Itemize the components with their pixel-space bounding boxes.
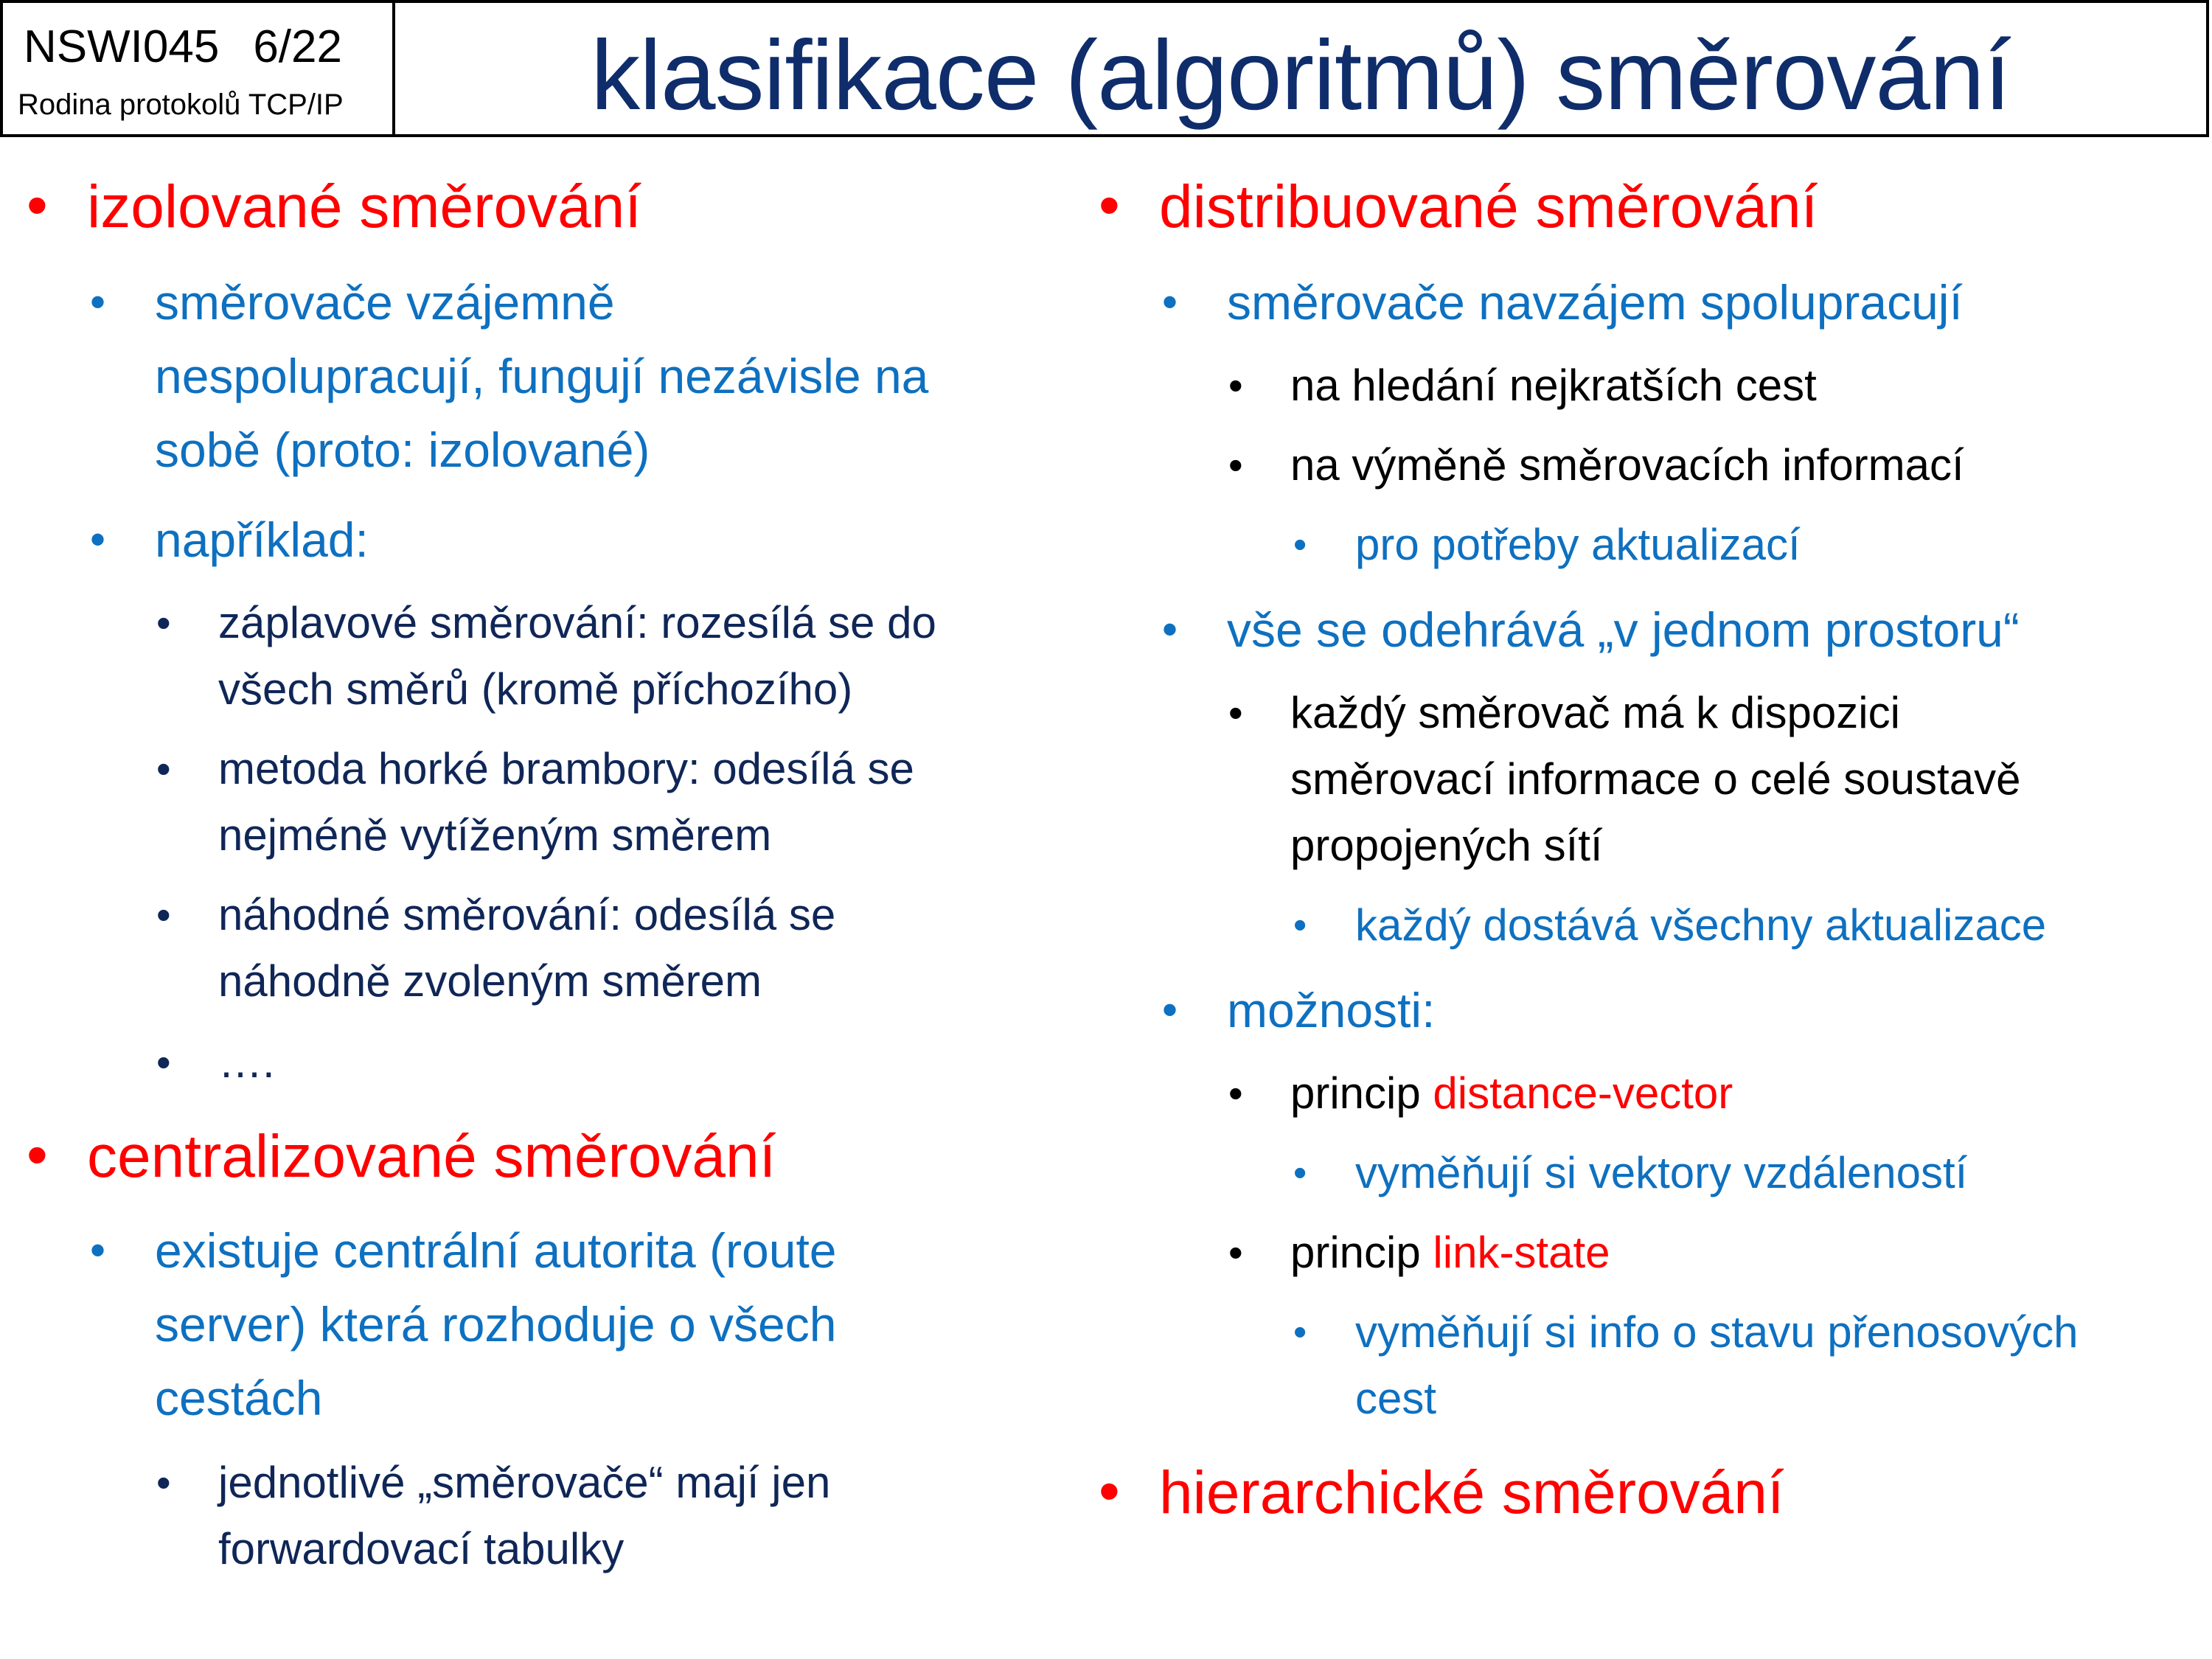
bullet-icon: • [1228, 442, 1243, 488]
course-name: Rodina protokolů TCP/IP [18, 88, 344, 121]
centralized-routing-heading: • centralizované směrování [27, 1121, 776, 1190]
option-link-state: • princip link-state [1290, 1220, 1610, 1286]
centralized-description: • existuje centrální autorita (route server) která rozhoduje o všech cestách [155, 1214, 836, 1435]
isolated-routing-heading: • izolované směrování [27, 172, 642, 240]
bullet-icon: • [1162, 277, 1178, 327]
bullet-icon: • [90, 1225, 106, 1275]
cooperation-shortest-paths: • na hledání nejkratších cest [1290, 352, 1817, 419]
bullet-icon: • [1293, 524, 1307, 566]
bullet-icon: • [1228, 689, 1243, 736]
distributed-options: • možnosti: [1227, 973, 1435, 1047]
bullet-icon: • [1228, 362, 1243, 408]
bullet-icon: • [1099, 1458, 1120, 1525]
bullet-icon: • [90, 515, 106, 564]
bullet-icon: • [156, 1459, 171, 1506]
bullet-icon: • [156, 599, 171, 646]
bullet-icon: • [1162, 985, 1178, 1034]
hierarchical-routing-heading: • hierarchické směrování [1099, 1458, 1784, 1526]
cooperation-info-exchange: • na výměně směrovacích informací [1290, 432, 1964, 498]
single-space-info: • každý směrovač má k dispozici směrovací informace o celé soustavě propojených sítí [1290, 680, 2020, 879]
course-line [24, 21, 342, 73]
bullet-icon: • [156, 891, 171, 938]
distributed-cooperation: • směrovače navzájem spolupracují [1227, 265, 1963, 339]
slide-header [0, 0, 2209, 137]
bullet-icon: • [1228, 1070, 1243, 1116]
bullet-icon: • [27, 1121, 48, 1189]
distance-vector-term: distance-vector [1433, 1068, 1733, 1118]
example-flooding: • záplavové směrování: rozesílá se do všech směrů (kromě příchozího) [218, 590, 936, 723]
centralized-forwarding: • jednotlivé „směrovače“ mají jen forwardovací tabulky [218, 1450, 830, 1582]
bullet-icon: • [1228, 1229, 1243, 1276]
isolated-description: • směrovače vzájemně nespolupracují, fungují nezávisle na sobě (proto: izolované) [155, 265, 928, 487]
isolated-example-label: • například: [155, 503, 369, 577]
bullet-icon: • [27, 172, 48, 239]
distributed-single-space: • vše se odehrává „v jednom prostoru“ [1227, 593, 2020, 667]
example-more: • …. [218, 1029, 275, 1096]
distributed-routing-heading: • distribuované směrování [1099, 172, 1818, 240]
link-state-description: • vyměňují si info o stavu přenosových cest [1355, 1299, 2078, 1432]
bullet-icon: • [90, 277, 106, 327]
bullet-icon: • [1293, 904, 1307, 947]
bullet-icon: • [1162, 605, 1178, 654]
bullet-icon: • [1293, 1152, 1307, 1194]
course-code: NSWI045 [24, 21, 220, 72]
bullet-icon: • [156, 745, 171, 792]
page-number: 6/22 [253, 21, 342, 72]
bullet-icon: • [1293, 1311, 1307, 1354]
slide-title: klasifikace (algoritmů) směrování [591, 21, 2011, 131]
single-space-updates: • každý dostává všechny aktualizace [1355, 892, 2046, 959]
distance-vector-description: • vyměňují si vektory vzdáleností [1355, 1140, 1967, 1206]
bullet-icon: • [156, 1039, 171, 1085]
bullet-icon: • [1099, 172, 1120, 239]
option-distance-vector: • princip distance-vector [1290, 1060, 1733, 1127]
info-exchange-updates: • pro potřeby aktualizací [1355, 512, 1801, 578]
example-hot-potato: • metoda horké brambory: odesílá se nejméně vytíženým směrem [218, 736, 914, 869]
link-state-term: link-state [1433, 1228, 1610, 1277]
example-random: • náhodné směrování: odesílá se náhodně zvoleným směrem [218, 882, 835, 1015]
course-box [3, 3, 395, 134]
